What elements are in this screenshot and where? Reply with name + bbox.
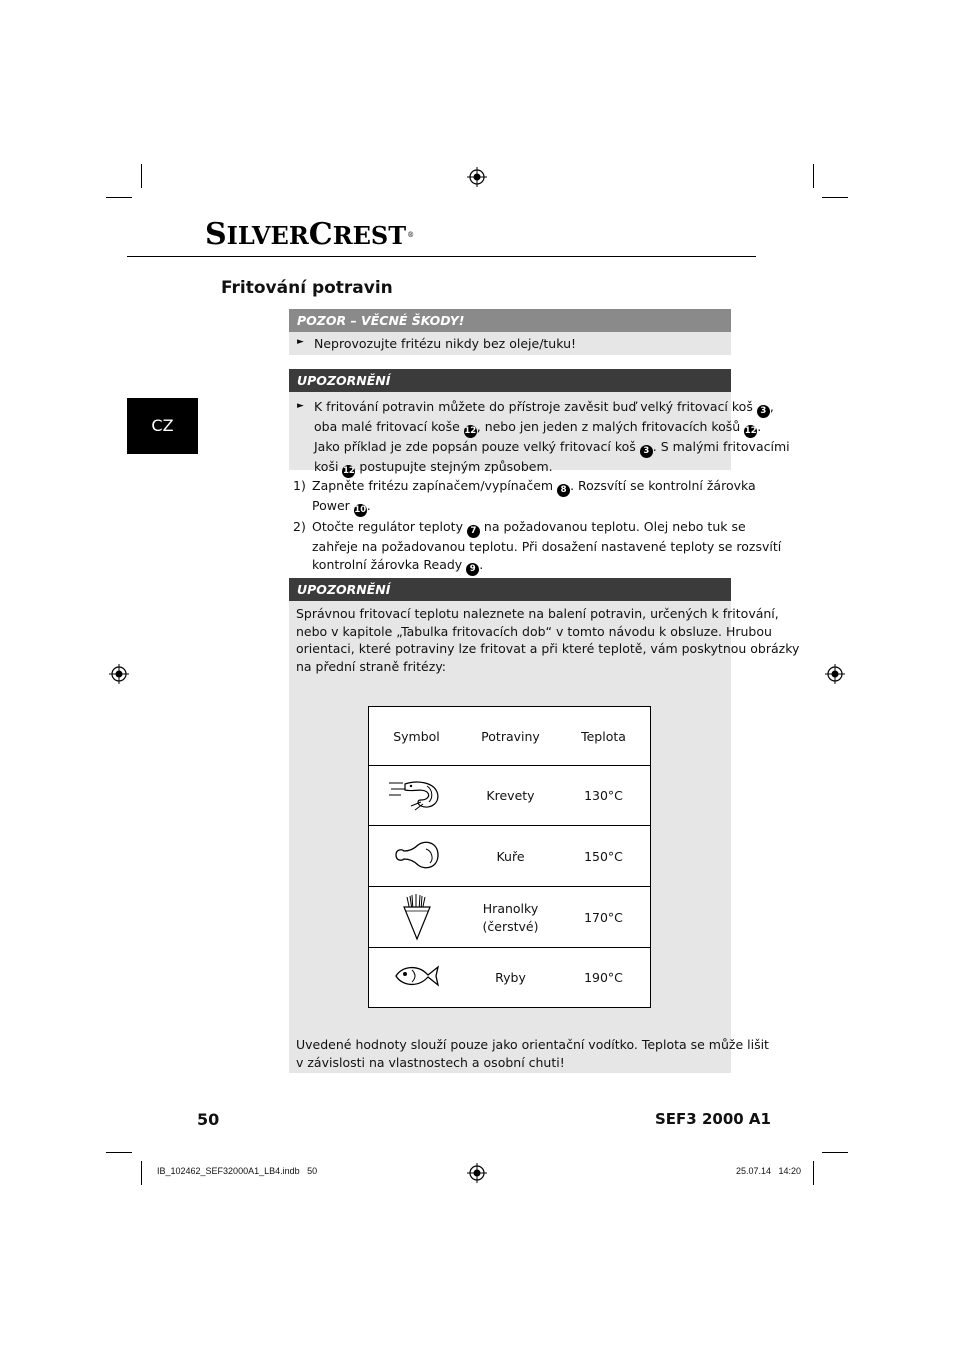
temperature-cell: 150°C xyxy=(557,826,651,887)
note-footnote: Uvedené hodnoty slouží pouze jako orientační vodítko. Teplota se může lišit v závislosti na vlastnostech a osobní chuti! xyxy=(296,1037,769,1070)
crop-mark xyxy=(822,1152,848,1153)
page-number: 50 xyxy=(197,1110,220,1129)
language-tab: CZ xyxy=(127,398,198,454)
table-header-row xyxy=(369,707,651,766)
food-cell: Ryby xyxy=(495,970,526,985)
step-text: Otočte regulátor teploty 7 na požadovanou teplotu. Olej nebo tuk se zahřeje na požadovanou teplotu. Při dosažení nastavené teploty se rozsvítí kontrolní žárovka Ready 9 . xyxy=(312,519,782,574)
temperature-cell: 130°C xyxy=(557,766,651,826)
food-cell: Krevety xyxy=(464,766,557,826)
ref-number-icon: 9 xyxy=(466,563,479,576)
ref-number-icon: 12 xyxy=(464,426,477,436)
note-text: Správnou fritovací teplotu naleznete na balení potravin, určených k fritování, nebo v kapitole „Tabulka fritovacích dob“ v tomto návodu k obsluze. Hrubou orientaci, které potraviny lze fritovat a při které teplotě, vám poskytnou obrázky na přední straně fritézy: xyxy=(296,606,800,674)
registration-mark-icon xyxy=(467,167,487,187)
crop-mark xyxy=(141,164,142,188)
crop-mark xyxy=(106,1152,132,1153)
print-slug-date: 25.07.14 14:20 xyxy=(736,1166,802,1176)
crop-mark xyxy=(106,197,132,198)
food-cell: Kuře xyxy=(464,826,557,887)
crop-mark xyxy=(822,197,848,198)
ref-number-icon: 3 xyxy=(640,445,653,458)
chicken-leg-icon xyxy=(369,826,465,887)
ref-number-icon: 7 xyxy=(467,525,480,538)
table-row xyxy=(369,948,651,1008)
registration-mark-icon xyxy=(825,664,845,684)
note-panel xyxy=(289,392,790,476)
caution-text: Neprovozujte fritézu nikdy bez oleje/tuku! xyxy=(314,336,577,351)
column-header: Teplota xyxy=(557,707,651,766)
french-fries-icon xyxy=(369,887,465,948)
note-heading: UPOZORNĚNÍ xyxy=(289,369,731,392)
ref-number-icon: 12 xyxy=(744,426,757,436)
caution-panel xyxy=(289,332,731,355)
model-number: SEF3 2000 A1 xyxy=(655,1110,771,1128)
registration-mark-icon xyxy=(467,1163,487,1183)
registration-mark-icon xyxy=(109,664,129,684)
ref-number-icon: 3 xyxy=(757,405,770,418)
fish-icon xyxy=(369,948,465,1008)
section-title: Fritování potravin xyxy=(221,278,393,298)
table-row xyxy=(369,766,651,826)
crop-mark xyxy=(141,1161,142,1185)
food-cell: Hranolky (čerstvé) xyxy=(464,887,557,948)
frying-temperature-table xyxy=(368,706,651,1008)
step-number: 2) xyxy=(293,519,306,534)
shrimp-icon xyxy=(369,766,465,826)
header-rule xyxy=(127,256,756,257)
crop-mark xyxy=(813,164,814,188)
step-number: 1) xyxy=(293,478,306,493)
column-header: Potraviny xyxy=(464,707,557,766)
temperature-cell: 170°C xyxy=(557,887,651,948)
column-header: Symbol xyxy=(369,707,465,766)
ref-number-icon: 10 xyxy=(354,505,367,515)
bullet-arrow-icon: ► xyxy=(297,337,304,347)
caution-heading: POZOR – VĚCNÉ ŠKODY! xyxy=(289,309,731,332)
table-row xyxy=(369,887,651,948)
note-heading: UPOZORNĚNÍ xyxy=(289,578,731,601)
crop-mark xyxy=(813,1161,814,1185)
brand-logo: SILVERCREST® xyxy=(205,217,415,252)
temperature-cell: 190°C xyxy=(584,970,623,985)
bullet-arrow-icon: ► xyxy=(297,401,304,411)
ref-number-icon: 8 xyxy=(557,484,570,497)
table-row xyxy=(369,826,651,887)
step-text: Zapněte fritézu zapínačem/vypínačem 8 . Rozsvítí se kontrolní žárovka Power 10. xyxy=(312,478,756,515)
ref-number-icon: 12 xyxy=(342,466,355,476)
note-text: K fritování potravin můžete do přístroje zavěsit buď velký fritovací koš 3 , oba malé fritovací koše 12, nebo jen jeden z malých fritovacích košů 12. Jako příklad je zde popsán pouze velký fritovací koš 3 . S malými fritovacími koši 12 postupujte stejným způsobem. xyxy=(314,399,790,476)
print-slug-file: IB_102462_SEF32000A1_LB4.indb 50 xyxy=(157,1166,318,1176)
